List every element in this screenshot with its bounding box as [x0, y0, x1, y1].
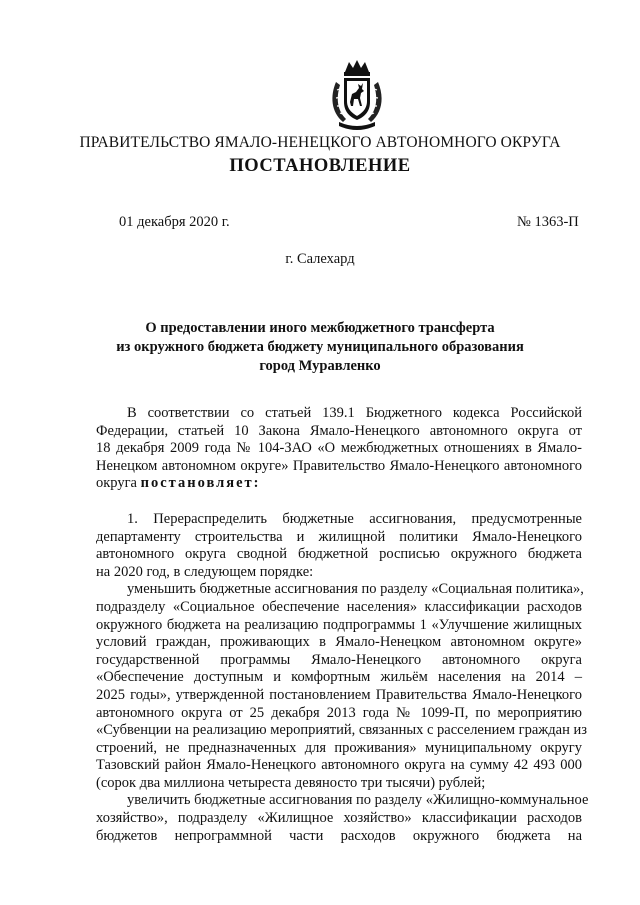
- coat-of-arms-icon: [327, 58, 387, 132]
- point1-line: департаменту строительства и жилищной политики Ямало-Ненецкого: [96, 528, 582, 545]
- document-city: г. Салехард: [285, 251, 355, 267]
- decrease-line: окружного бюджета на реализацию подпрограммы 1 «Улучшение жилищных: [96, 616, 582, 633]
- decree-keyword: постановляет:: [140, 475, 261, 492]
- increase-line: увеличить бюджетные ассигнования по разделу «Жилищно-коммунальное: [127, 792, 589, 809]
- preamble-line: [96, 475, 582, 493]
- government-name: ПРАВИТЕЛЬСТВО ЯМАЛО-НЕНЕЦКОГО АВТОНОМНОГО ОКРУГА: [79, 134, 561, 151]
- preamble-prefix: округа: [96, 475, 141, 492]
- document-type: ПОСТАНОВЛЕНИЕ: [229, 156, 411, 176]
- decrease-line: строений, не предназначенных для проживания» муниципальному округу: [96, 739, 582, 756]
- decrease-line: уменьшить бюджетные ассигнования по разделу «Социальная политика»,: [127, 581, 584, 598]
- decrease-line: 2025 годы», утвержденной постановлением Правительства Ямало-Ненецкого: [96, 686, 582, 703]
- decrease-line: (сорок два миллиона четыреста девяносто три тысячи) рублей;: [96, 774, 486, 791]
- decrease-line: Тазовский район Ямало-Ненецкого автономного округа на сумму 42 493 000: [96, 757, 582, 774]
- increase-line: хозяйство», подразделу «Жилищное хозяйство» классификации расходов: [96, 810, 582, 827]
- point1-line: на 2020 год, в следующем порядке:: [96, 563, 314, 580]
- decrease-line: государственной программы Ямало-Ненецкого автономного округа: [96, 651, 582, 668]
- title-line: из окружного бюджета бюджету муниципального образования: [116, 339, 524, 355]
- document-number: № 1363-П: [517, 214, 579, 230]
- decrease-line: «Субвенции на реализацию мероприятий, связанных с расселением граждан из: [96, 722, 587, 739]
- decrease-line: автономного округа от 25 декабря 2013 года № 1099-П, по мероприятию: [96, 704, 582, 721]
- preamble-line: В соответствии со статьей 139.1 Бюджетного кодекса Российской: [127, 405, 582, 421]
- preamble-line: Ненецком автономном округе» Правительство Ямало-Ненецкого автономного: [96, 457, 582, 474]
- preamble-line: Федерации, статьей 10 Закона Ямало-Ненецкого автономного округа от: [96, 422, 582, 439]
- increase-line: бюджетов непрограммной части расходов окружного бюджета на: [96, 827, 582, 844]
- preamble-line: 18 декабря 2009 года № 104-ЗАО «О межбюджетных отношениях в Ямало-: [96, 440, 582, 457]
- point1-line: автономного округа сводной бюджетной росписью окружного бюджета: [96, 546, 582, 563]
- document-body: [96, 405, 589, 845]
- decrease-line: условий граждан, проживающих в Ямало-Ненецком автономном округе»: [96, 634, 582, 651]
- title-line: О предоставлении иного межбюджетного трансферта: [145, 320, 495, 336]
- document-date: 01 декабря 2020 г.: [119, 214, 230, 230]
- decrease-line: подразделу «Социальное обеспечение населения» классификации расходов: [96, 598, 582, 615]
- document-title: [90, 319, 550, 376]
- point1-line: 1. Перераспределить бюджетные ассигнования, предусмотренные: [127, 510, 582, 527]
- decrease-line: «Обеспечение доступным и комфортным жильём населения на 2014 –: [96, 669, 582, 686]
- title-line: город Муравленко: [259, 358, 381, 374]
